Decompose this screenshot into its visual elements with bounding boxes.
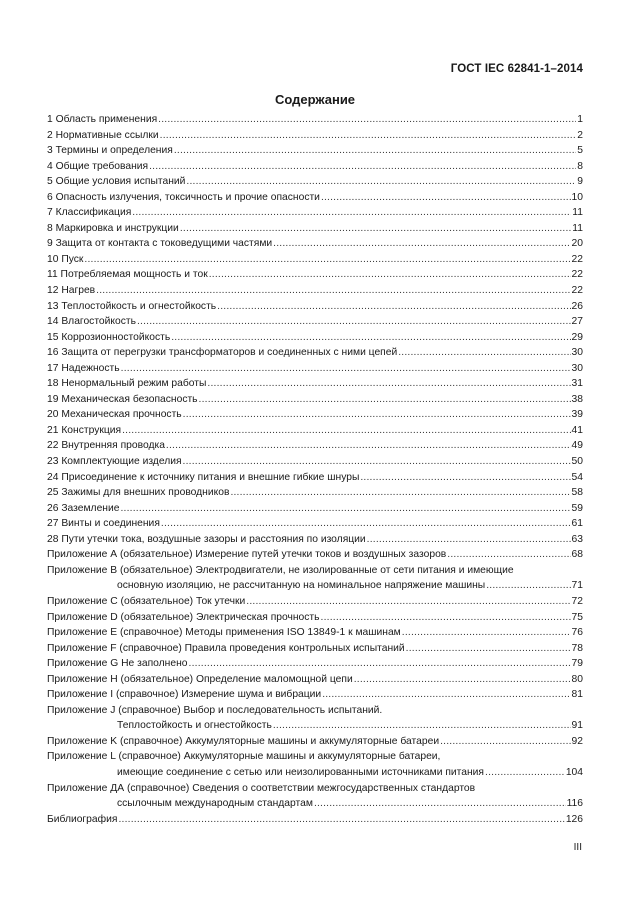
dot-leader (406, 641, 571, 657)
toc-entry-page: 26 (571, 300, 583, 312)
toc-entry-page: 63 (571, 533, 583, 545)
dot-leader (186, 174, 576, 190)
dot-leader (367, 532, 571, 548)
toc-entry[interactable] (47, 376, 583, 392)
toc-entry-page: 54 (571, 471, 583, 483)
toc-entry-page: 30 (571, 347, 583, 359)
toc-entry[interactable] (47, 501, 583, 517)
toc-entry-page: 126 (565, 813, 583, 825)
toc-entry-page: 61 (571, 518, 583, 530)
toc-entry[interactable] (47, 345, 583, 361)
toc-entry-title: 16 Защита от перегрузки трансформаторов и соединенных с ними цепей (47, 347, 398, 359)
toc-entry-page: 91 (571, 720, 583, 732)
dot-leader (209, 267, 571, 283)
toc-entry-page: 1 (577, 114, 583, 125)
toc-entry[interactable] (47, 781, 583, 797)
dot-leader (447, 547, 570, 563)
toc-entry[interactable] (47, 143, 583, 159)
toc-entry[interactable] (47, 485, 583, 501)
dot-leader (321, 190, 571, 206)
toc-entry[interactable] (47, 703, 583, 719)
toc-entry-title: 11 Потребляемая мощность и ток (47, 269, 208, 281)
toc-entry-title: Приложение F (справочное) Правила проведения контрольных испытаний (47, 642, 405, 654)
toc-entry-title: Приложение Н (обязательное) Определение маломощной цепи (47, 673, 353, 685)
toc-entry-page: 30 (571, 362, 583, 374)
page-title: Содержание (274, 92, 356, 107)
toc-entry[interactable] (47, 532, 583, 548)
toc-entry-page: 71 (571, 580, 583, 592)
dot-leader (132, 205, 571, 221)
dot-leader (96, 283, 570, 299)
toc-entry[interactable] (47, 128, 583, 144)
toc-entry-title: 9 Защита от контакта с токоведущими частями (47, 238, 273, 250)
toc-entry-page: 38 (571, 393, 583, 405)
toc-entry-page: 11 (572, 207, 583, 219)
toc-entry[interactable] (47, 283, 583, 299)
dot-leader (158, 112, 576, 128)
toc-entry[interactable] (47, 516, 583, 532)
toc-entry-title: 2 Нормативные ссылки (47, 129, 159, 141)
toc-entry[interactable] (47, 578, 583, 594)
toc-entry[interactable] (47, 594, 583, 610)
toc-entry-page: 72 (571, 595, 583, 607)
toc-entry-title: 14 Влагостойкость (47, 316, 136, 328)
toc-entry-title: 10 Пуск (47, 253, 84, 265)
page-number: III (573, 842, 582, 853)
toc-entry-title: Библиография (47, 813, 118, 825)
toc-entry[interactable] (47, 361, 583, 377)
toc-entry[interactable] (47, 314, 583, 330)
dot-leader (171, 330, 570, 346)
dot-leader (230, 485, 570, 501)
toc-entry-title: 12 Нагрев (47, 285, 96, 297)
dot-leader (354, 672, 571, 688)
toc-entry-title: Приложение D (обязательное) Электрическая прочность (47, 611, 320, 623)
toc-entry-page: 11 (572, 222, 583, 234)
dot-leader (160, 128, 577, 144)
toc-entry[interactable] (47, 547, 583, 563)
toc-entry-title: 24 Присоединение к источнику питания и внешние гибкие шнуры (47, 471, 360, 483)
toc-entry[interactable] (47, 641, 583, 657)
toc-entry[interactable] (47, 610, 583, 626)
toc-entry[interactable] (47, 749, 583, 765)
toc-entry-title: Приложение K (справочное) Аккумуляторные машины и аккумуляторные батареи (47, 735, 440, 747)
toc-entry-page: 31 (571, 378, 583, 390)
toc-entry[interactable] (47, 407, 583, 423)
dot-leader (485, 765, 565, 781)
dot-leader (120, 501, 570, 517)
toc-entry[interactable] (47, 796, 583, 812)
toc-entry-page: 50 (571, 456, 583, 468)
toc-entry-title: 5 Общие условия испытаний (47, 176, 186, 188)
toc-entry-title: 28 Пути утечки тока, воздушные зазоры и расстояния по изоляции (47, 533, 366, 545)
toc-entry-page: 10 (571, 191, 583, 203)
toc-entry-page: 116 (566, 798, 583, 810)
toc-entry-title: Приложение E (справочное) Методы применения ISO 13849-1 к машинам (47, 627, 401, 639)
dot-leader (84, 252, 570, 268)
toc-entry-page: 27 (571, 316, 583, 328)
toc-entry[interactable] (47, 221, 583, 237)
toc-entry-title: 6 Опасность излучения, токсичность и прочие опасности (47, 191, 320, 203)
dot-leader (183, 407, 571, 423)
toc-entry[interactable] (47, 563, 583, 579)
dot-leader (118, 812, 564, 828)
toc-entry[interactable] (47, 330, 583, 346)
dot-leader (398, 345, 570, 361)
toc-entry-title: 17 Надежность (47, 362, 120, 374)
toc-entry[interactable] (47, 812, 583, 828)
dot-leader (486, 578, 570, 594)
toc-entry-page: 49 (571, 440, 583, 452)
toc-entry-title: 23 Комплектующие изделия (47, 456, 182, 468)
toc-entry-title: Приложение С (обязательное) Ток утечки (47, 595, 246, 607)
toc-entry-title: 20 Механическая прочность (47, 409, 182, 421)
toc-entry[interactable] (47, 672, 583, 688)
dot-leader (273, 718, 571, 734)
toc-entry[interactable] (47, 438, 583, 454)
toc-entry-title: Приложение ДА (справочное) Сведения о соответствии межгосударственных стандартов (47, 782, 476, 794)
toc-entry-page: 22 (571, 269, 583, 281)
toc-entry[interactable] (47, 765, 583, 781)
dot-leader (122, 423, 570, 439)
toc-entry[interactable] (47, 159, 583, 175)
toc-entry[interactable] (47, 734, 583, 750)
dot-leader (183, 454, 571, 470)
toc-entry[interactable] (47, 174, 583, 190)
toc-entry-page: 75 (571, 611, 583, 623)
toc-entry-page: 20 (571, 238, 583, 250)
toc-entry[interactable] (47, 454, 583, 470)
toc-entry-title: 27 Винты и соединения (47, 518, 160, 530)
toc-entry-title: Приложение В (обязательное) Электродвигатели, не изолированные от сети питания и имеющие (47, 564, 514, 576)
toc-entry-title: Приложение L (справочное) Аккумуляторные машины и аккумуляторные батареи, (47, 751, 441, 763)
toc-entry-page: 2 (577, 129, 583, 141)
toc-entry[interactable] (47, 656, 583, 672)
toc-entry-title: Приложение I (справочное) Измерение шума и вибрации (47, 689, 322, 701)
toc-entry-title: 22 Внутренняя проводка (47, 440, 165, 452)
toc-entry-title: 4 Общие требования (47, 160, 149, 172)
toc-entry-title: основную изоляцию, не рассчитанную на номинальное напряжение машины (117, 580, 486, 592)
toc-entry-page: 58 (571, 487, 583, 499)
toc-entry-title: 7 Классификация (47, 207, 132, 219)
dot-leader (273, 236, 570, 252)
dot-leader (402, 625, 571, 641)
toc-entry-title: Приложение G Не заполнено (47, 658, 188, 670)
toc-entry[interactable] (47, 252, 583, 268)
toc-entry[interactable] (47, 299, 583, 315)
dot-leader (217, 299, 570, 315)
toc-entry-title: Приложение J (справочное) Выбор и последовательность испытаний. (47, 704, 383, 716)
toc-entry-title: 21 Конструкция (47, 424, 122, 436)
toc-entry-title: ссылочным международным стандартам (117, 798, 313, 810)
toc-entry-title: 18 Ненормальный режим работы (47, 378, 207, 390)
toc-entry-title: 26 Заземление (47, 502, 120, 514)
toc-entry-page: 79 (571, 658, 583, 670)
dot-leader (440, 734, 570, 750)
toc-entry-page: 5 (577, 145, 583, 157)
toc-entry-title: 13 Теплостойкость и огнестойкость (47, 300, 217, 312)
dot-leader (360, 470, 570, 486)
dot-leader (322, 687, 570, 703)
toc-entry[interactable] (47, 625, 583, 641)
dot-leader (199, 392, 571, 408)
dot-leader (121, 361, 571, 377)
dot-leader (189, 656, 571, 672)
dot-leader (166, 438, 571, 454)
toc-entry-page: 68 (571, 549, 583, 561)
toc-entry[interactable] (47, 112, 583, 128)
toc-entry-page: 22 (571, 285, 583, 297)
toc-entry[interactable] (47, 190, 583, 206)
toc-entry-title: 8 Маркировка и инструкции (47, 222, 179, 234)
toc-entry-title: 25 Зажимы для внешних проводников (47, 487, 230, 499)
dot-leader (137, 314, 571, 330)
toc-entry-title: имеющие соединение с сетью или неизолированными источниками питания (117, 766, 485, 778)
toc-entry-title: 3 Термины и определения (47, 145, 173, 157)
toc-entry[interactable] (47, 392, 583, 408)
dot-leader (180, 221, 571, 237)
toc-entry-title: 19 Механическая безопасность (47, 393, 198, 405)
dot-leader (149, 159, 576, 175)
toc-entry-page: 29 (571, 331, 583, 343)
toc-entry[interactable] (47, 470, 583, 486)
toc-entry-title: Приложение А (обязательное) Измерение путей утечки токов и воздушных зазоров (47, 549, 447, 561)
toc-entry[interactable] (47, 267, 583, 283)
dot-leader (321, 610, 571, 626)
dot-leader (207, 376, 570, 392)
toc-entry-title: 15 Коррозионностойкость (47, 331, 171, 343)
toc-entry-page: 104 (565, 766, 583, 778)
toc-entry[interactable] (47, 236, 583, 252)
toc-entry-page: 41 (571, 424, 583, 436)
document-code: ГОСТ IEC 62841-1–2014 (450, 63, 583, 75)
toc-entry-page: 9 (577, 176, 583, 188)
toc-entry-page: 76 (571, 627, 583, 639)
toc-entry[interactable] (47, 687, 583, 703)
toc-entry-title: 1 Область применения (47, 114, 158, 125)
toc-entry-page: 81 (571, 689, 583, 701)
toc-entry-page: 39 (571, 409, 583, 421)
toc-entry-page: 8 (577, 160, 583, 172)
dot-leader (314, 796, 566, 812)
toc-entry-page: 80 (571, 673, 583, 685)
toc-entry[interactable] (47, 718, 583, 734)
toc-entry[interactable] (47, 205, 583, 221)
dot-leader (161, 516, 571, 532)
dot-leader (246, 594, 570, 610)
toc-entry-page: 92 (571, 735, 583, 747)
toc-entry-page: 59 (571, 502, 583, 514)
table-of-contents (47, 112, 583, 827)
toc-entry-page: 22 (571, 253, 583, 265)
toc-entry-title: Теплостойкость и огнестойкость (117, 720, 272, 732)
toc-entry-page: 78 (571, 642, 583, 654)
dot-leader (174, 143, 576, 159)
toc-entry[interactable] (47, 423, 583, 439)
